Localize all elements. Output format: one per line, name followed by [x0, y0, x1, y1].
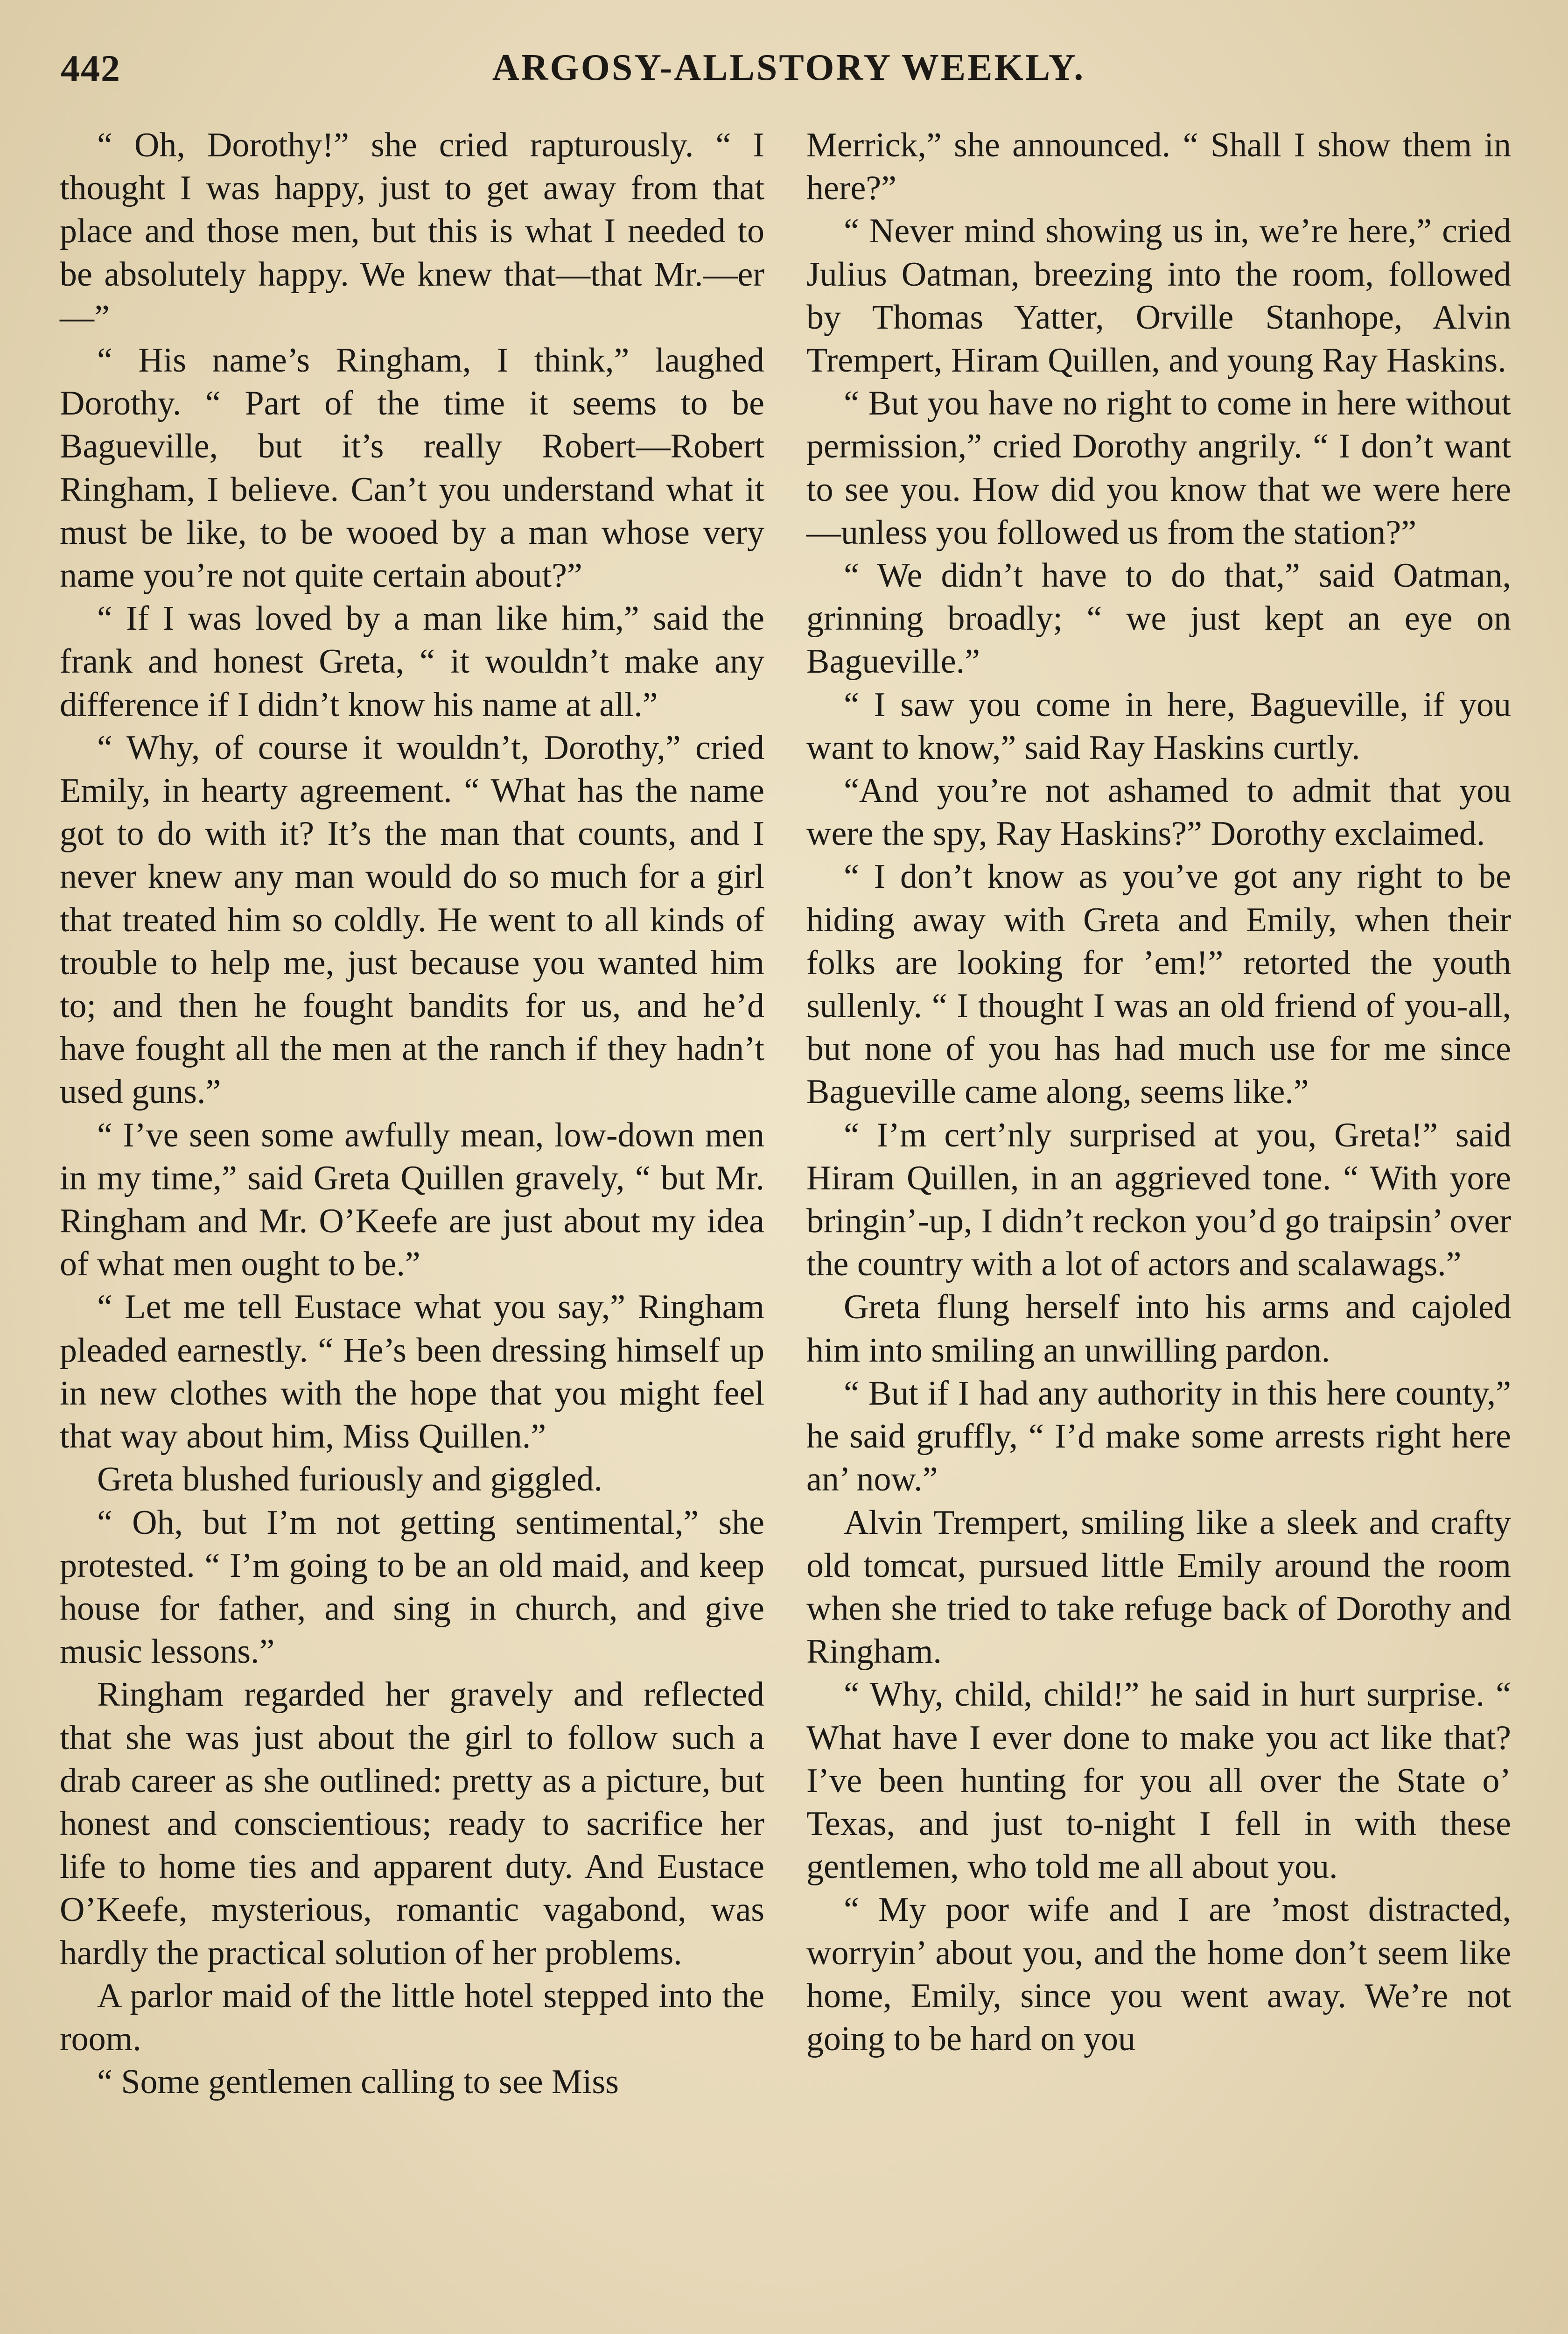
paragraph: “ Some gentlemen calling to see Miss: [97, 2063, 619, 2102]
paragraph: “ Why, of course it wouldn’t, Dorothy,” cried Emily, in hearty agreement. “ What has the name got to do with it? It’s the man that counts, and I never knew any man would do so much for a girl that treated him so coldly. He went to all kinds of trouble to help me, just because you wanted him to; and then he fought bandits for us, and he’d have fought all the men at the ranch if they hadn’t used guns.”: [60, 728, 764, 1111]
paragraph: Merrick,” she announced. “ Shall I show them in here?”: [806, 126, 1511, 208]
paragraph: “And you’re not ashamed to admit that you were the spy, Ray Haskins?” Dorothy exclaimed.: [806, 772, 1511, 853]
paragraph: “ Never mind showing us in, we’re here,” cried Julius Oatman, breezing into the room, followed by Thomas Yatter, Orville Stanhope, Alvin Trempert, Hiram Quillen, and young Ray Haskins.: [806, 212, 1511, 380]
paragraph: “ His name’s Ringham, I think,” laughed Dorothy. “ Part of the time it seems to be Bagueville, but it’s really Robert—Robert Ringham, I believe. Can’t you understand what it must be like, to be wooed by a man whose very name you’re not quite certain about?”: [60, 341, 764, 595]
paragraph: “ Oh, Dorothy!” she cried rapturously. “ I thought I was happy, just to get away from that place and those men, but this is what I needed to be absolutely happy. We knew that—that Mr.—er—”: [60, 126, 764, 337]
paragraph: Ringham regarded her gravely and reflected that she was just about the girl to follow such a drab career as she outlined: pretty as a picture, but honest and conscientious; ready to sacrifice her life to home ties and apparent duty. And Eustace O’Keefe, mysterious, romantic vagabond, was hardly the practical solution of her problems.: [60, 1675, 764, 1972]
paragraph: “ I saw you come in here, Bagueville, if you want to know,” said Ray Haskins curtly.: [806, 685, 1511, 767]
paragraph: “ We didn’t have to do that,” said Oatman, grinning broadly; “ we just kept an eye on Bagueville.”: [806, 556, 1511, 681]
page-header: [61, 42, 1517, 107]
right-column: [806, 124, 1511, 2060]
paragraph: Greta flung herself into his arms and cajoled him into smiling an unwilling pardon.: [806, 1288, 1511, 1370]
running-head: ARGOSY-ALLSTORY WEEKLY.: [492, 47, 1085, 88]
paragraph: Alvin Trempert, smiling like a sleek and crafty old tomcat, pursued little Emily around the room when she tried to take refuge back of Dorothy and Ringham.: [806, 1503, 1511, 1671]
left-column: [60, 124, 764, 2103]
paragraph: “ Why, child, child!” he said in hurt surprise. “ What have I ever done to make you act like that? I’ve been hunting for you all over the State o’ Texas, and just to-night I fell in with these gentlemen, who told me all about you.: [806, 1675, 1511, 1886]
paragraph: “ My poor wife and I are ’most distracted, worryin’ about you, and the home don’t seem like home, Emily, since you went away. We’re not going to be hard on you: [806, 1891, 1511, 2058]
paragraph: “ Oh, but I’m not getting sentimental,” she protested. “ I’m going to be an old maid, and keep house for father, and sing in church, and give music lessons.”: [60, 1503, 764, 1671]
page-number: 442: [61, 47, 121, 90]
paragraph: “ If I was loved by a man like him,” said the frank and honest Greta, “ it wouldn’t make any difference if I didn’t know his name at all.”: [60, 599, 764, 724]
paragraph: Greta blushed furiously and giggled.: [97, 1460, 603, 1499]
paragraph: “ I’ve seen some awfully mean, low-down men in my time,” said Greta Quillen gravely, “ but Mr. Ringham and Mr. O’Keefe are just about my idea of what men ought to be.”: [60, 1116, 764, 1284]
paragraph: A parlor maid of the little hotel stepped into the room.: [60, 1976, 764, 2058]
paragraph: “ I don’t know as you’ve got any right to be hiding away with Greta and Emily, when their folks are looking for ’em!” retorted the youth sullenly. “ I thought I was an old friend of you-all, but none of you has had much use for me since Bagueville came along, seems like.”: [806, 858, 1511, 1111]
paragraph: “ Let me tell Eustace what you say,” Ringham pleaded earnestly. “ He’s been dressing himself up in new clothes with the hope that you might feel that way about him, Miss Quillen.”: [60, 1288, 764, 1456]
paragraph: “ But you have no right to come in here without permission,” cried Dorothy angrily. “ I don’t want to see you. How did you know that we were here—unless you followed us from the station?”: [806, 384, 1511, 552]
paragraph: “ I’m cert’nly surprised at you, Greta!” said Hiram Quillen, in an aggrieved tone. “ With yore bringin’-up, I didn’t reckon you’d go traipsin’ over the country with a lot of actors and scalawags.”: [806, 1116, 1511, 1284]
paragraph: “ But if I had any authority in this here county,” he said gruffly, “ I’d make some arrests right here an’ now.”: [806, 1374, 1511, 1499]
